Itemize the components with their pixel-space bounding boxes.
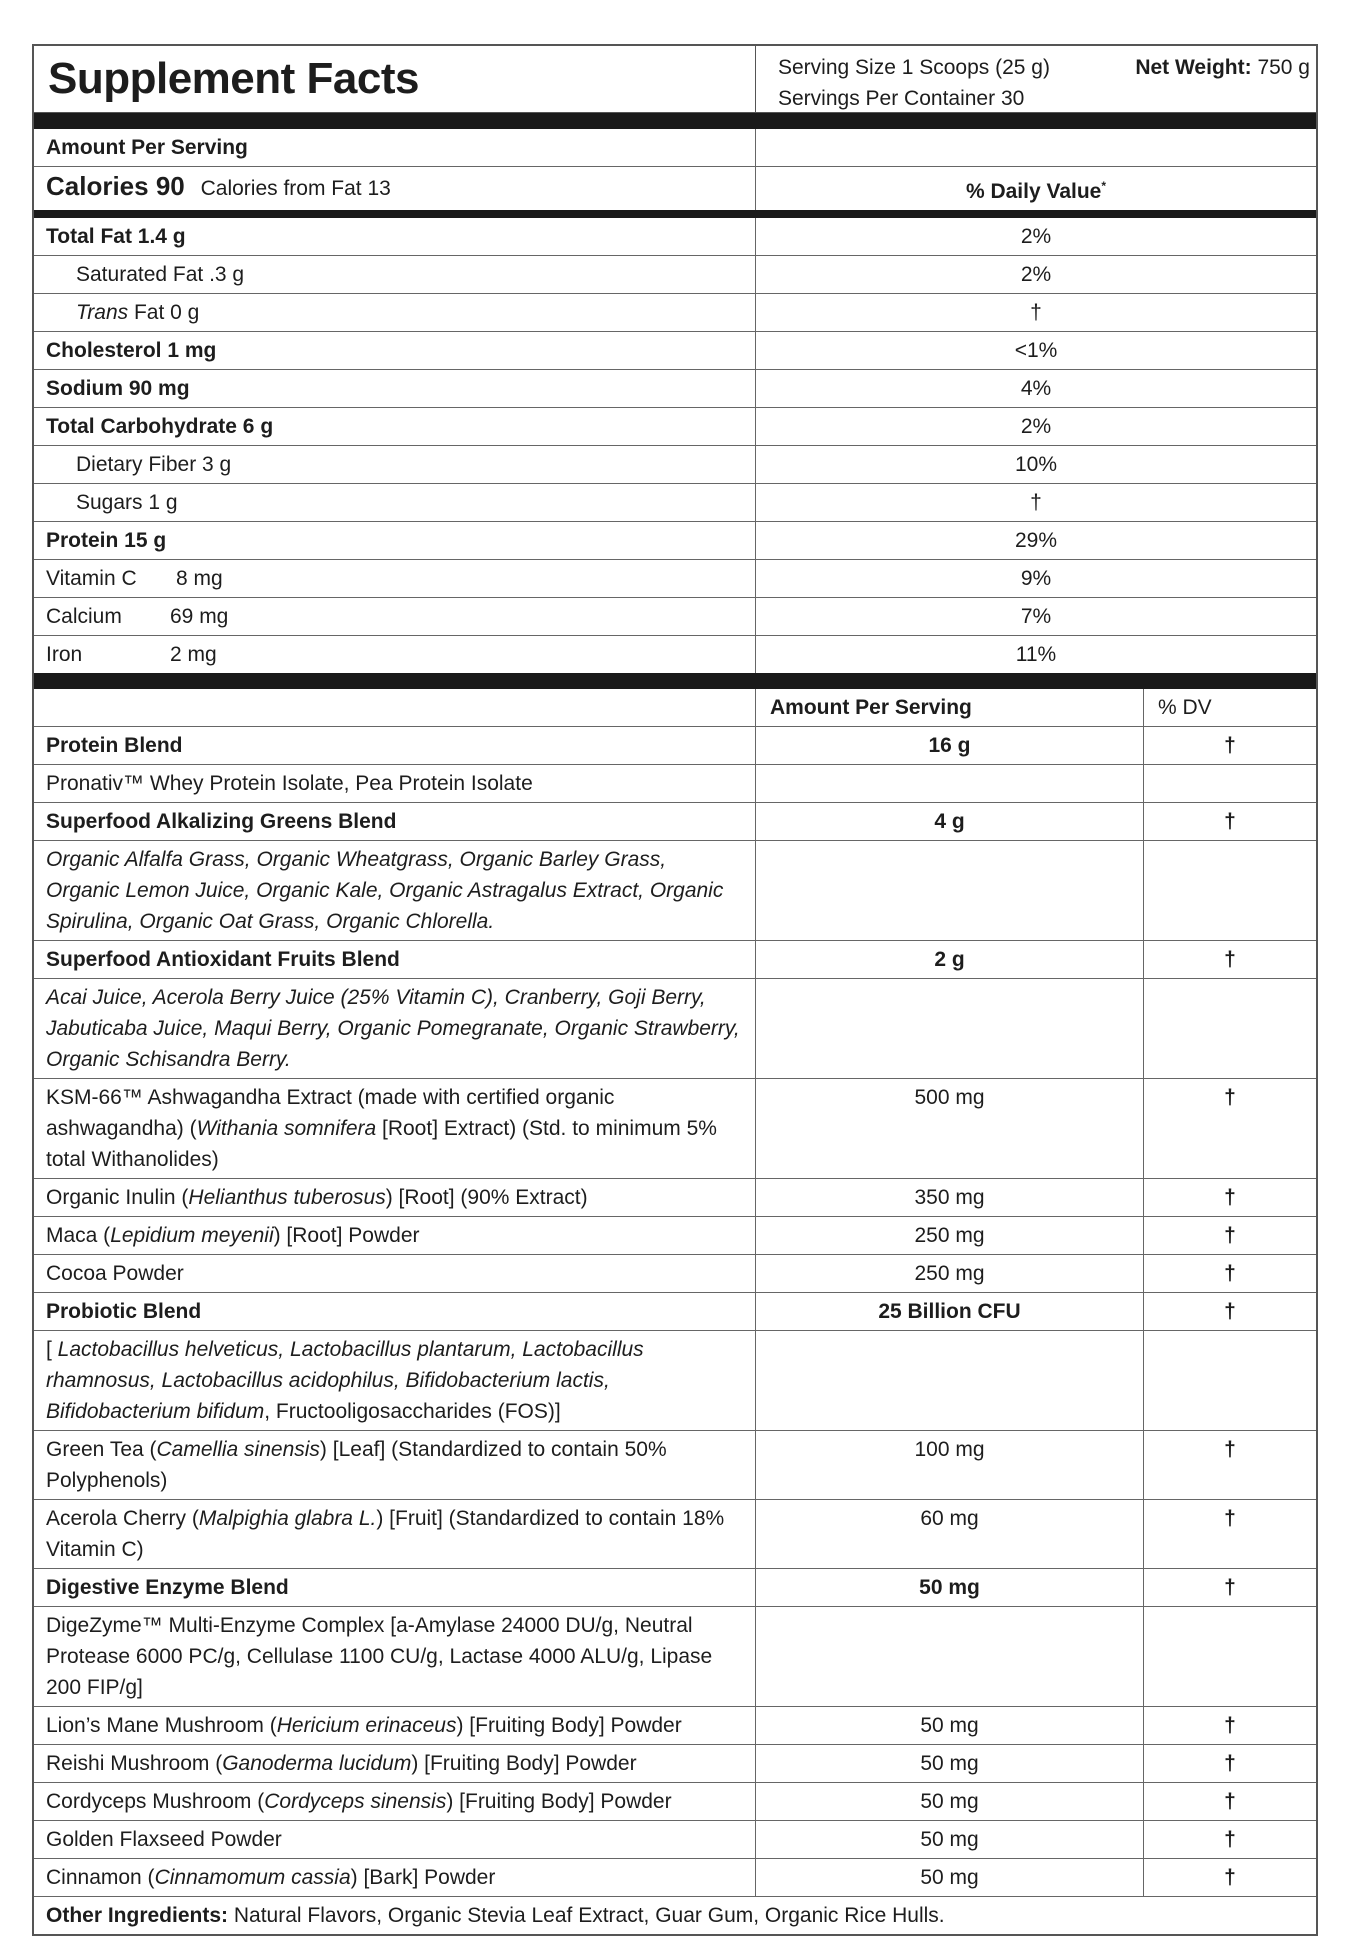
nutrient-name: Vitamin C — [46, 567, 137, 590]
ingredient-name — [34, 1179, 756, 1216]
ingredient-dv — [1144, 841, 1316, 940]
ingredient-amount: 250 mg — [756, 1217, 1144, 1254]
calories-label: Calories 90 — [46, 171, 185, 201]
ingredient-amount: 4 g — [756, 803, 1144, 840]
nutrient-dv: † — [1030, 301, 1042, 324]
botanical-name: Malpighia glabra L. — [198, 1507, 377, 1530]
nutrient-name: Sugars 1 g — [34, 484, 756, 521]
empty-cell — [756, 129, 1316, 166]
nutrient-row-trans-fat — [34, 294, 1316, 332]
ingredient-text: Superfood Antioxidant Fruits Blend — [46, 948, 400, 971]
ingredient-name — [34, 1500, 756, 1568]
ingredient-dv: † — [1224, 1576, 1236, 1599]
ingredient-row — [34, 1179, 1316, 1217]
ingredient-rows — [34, 727, 1316, 1896]
nutrient-row-sodium — [34, 370, 1316, 408]
ingredient-amount: 50 mg — [756, 1745, 1144, 1782]
ingredient-dv: † — [1224, 810, 1236, 833]
ingredient-amount: 50 mg — [756, 1707, 1144, 1744]
ingredient-amount: 50 mg — [756, 1859, 1144, 1896]
ingredient-amount: 50 mg — [756, 1569, 1144, 1606]
ingredient-row — [34, 1707, 1316, 1745]
ingredient-text: Cocoa Powder — [46, 1262, 184, 1285]
ingredient-amount: 250 mg — [756, 1255, 1144, 1292]
ingredient-dv: † — [1224, 734, 1236, 757]
botanical-name: Lactobacillus helveticus, Lactobacillus plantarum, Lactobacillus rhamnosus, Lactobacillus acidophilus, Bifidobacterium lactis, Bifidobacterium bifidum — [46, 1338, 644, 1423]
nutrient-name: Total Carbohydrate 6 g — [34, 408, 756, 445]
ingredient-text: ) [Leaf] (Standardized to contain 50% Polyphenols) — [46, 1438, 667, 1492]
ingredient-name — [34, 765, 756, 802]
ingredients-header-row — [34, 689, 1316, 727]
nutrient-row-total-carbohydrate — [34, 408, 1316, 446]
botanical-name: Hericium erinaceus — [276, 1714, 457, 1737]
asterisk-mark: * — [1101, 179, 1107, 193]
botanical-name: Camellia sinensis — [156, 1438, 320, 1461]
ingredient-text: [ — [46, 1338, 58, 1361]
ingredient-text: Probiotic Blend — [46, 1300, 202, 1323]
ingredient-text: , Fructooligosaccharides (FOS)] — [264, 1400, 561, 1423]
nutrient-name: Sodium 90 mg — [34, 370, 756, 407]
ingredient-text: Digestive Enzyme Blend — [46, 1576, 289, 1599]
ingredient-text: KSM-66™ Ashwagandha Extract (made with certified organic ashwagandha) ( — [46, 1086, 615, 1140]
label-title: Supplement Facts — [48, 54, 419, 103]
ingredient-text: ) [Fruit] (Standardized to contain 18% Vitamin C) — [46, 1507, 725, 1561]
servings-per-container: Servings Per Container 30 — [778, 87, 1025, 110]
ingredient-row — [34, 1500, 1316, 1569]
ingredient-row — [34, 1079, 1316, 1179]
nutrient-dv: 10% — [1014, 453, 1058, 476]
amount-per-serving-label: Amount Per Serving — [34, 129, 756, 166]
ingredient-amount — [756, 765, 1144, 802]
nutrient-dv: 2% — [1020, 225, 1052, 248]
ingredient-dv — [1144, 979, 1316, 1078]
ingredient-amount: 350 mg — [756, 1179, 1144, 1216]
ingredient-dv — [1144, 1607, 1316, 1706]
ingredient-name — [34, 1079, 756, 1178]
ingredient-text: Organic Alfalfa Grass, Organic Wheatgrass, Organic Barley Grass, Organic Lemon Juice, Organic Kale, Organic Astragalus Extract, Organic Spirulina, Organic Oat Grass, Organic Chlorella. — [46, 848, 724, 933]
nutrient-amount: 69 mg — [170, 605, 229, 628]
ingredient-amount — [756, 841, 1144, 940]
nutrient-row-iron — [34, 636, 1316, 673]
ingredient-row — [34, 1783, 1316, 1821]
ingredient-amount: 100 mg — [756, 1431, 1144, 1499]
ingredient-text: Cordyceps Mushroom ( — [46, 1790, 265, 1813]
ingredient-dv — [1144, 1331, 1316, 1430]
ingredient-text: [Root] Extract) (Std. to minimum 5% total Withanolides) — [46, 1117, 717, 1171]
ingredient-dv: † — [1224, 1714, 1236, 1737]
ingredient-text: ) [Root] Powder — [273, 1224, 420, 1247]
thick-divider — [34, 673, 1316, 689]
ingredient-dv: † — [1224, 1438, 1236, 1461]
ingredient-dv: † — [1224, 1507, 1236, 1530]
nutrient-dv: 9% — [1020, 567, 1052, 590]
ingredient-row — [34, 765, 1316, 803]
net-weight — [1135, 52, 1310, 83]
ingredient-row — [34, 1217, 1316, 1255]
dv-header: % DV — [1158, 696, 1212, 719]
amount-per-serving-row — [34, 129, 1316, 167]
ingredient-amount: 2 g — [756, 941, 1144, 978]
ingredient-text: Protein Blend — [46, 734, 183, 757]
ingredient-amount: 16 g — [756, 727, 1144, 764]
calories-row — [34, 167, 1316, 210]
thin-divider — [34, 210, 1316, 218]
trans-rest: Fat 0 g — [128, 301, 200, 324]
ingredient-row — [34, 727, 1316, 765]
ingredient-dv: † — [1224, 1866, 1236, 1889]
ingredient-text: Acerola Cherry ( — [46, 1507, 199, 1530]
ingredient-name — [34, 1821, 756, 1858]
nutrient-row-total-fat — [34, 218, 1316, 256]
nutrient-dv: 4% — [1020, 377, 1052, 400]
nutrient-dv: 2% — [1020, 263, 1052, 286]
ingredient-text: ) [Root] (90% Extract) — [385, 1186, 588, 1209]
ingredient-row — [34, 1607, 1316, 1707]
ingredient-text: Maca ( — [46, 1224, 111, 1247]
ingredient-amount: 50 mg — [756, 1783, 1144, 1820]
botanical-name: Ganoderma lucidum — [222, 1752, 412, 1775]
ingredient-text: Cinnamon ( — [46, 1866, 155, 1889]
ingredient-name — [34, 1707, 756, 1744]
nutrient-row-calcium — [34, 598, 1316, 636]
ingredient-row — [34, 1255, 1316, 1293]
ingredient-row — [34, 1821, 1316, 1859]
ingredient-dv: † — [1224, 1224, 1236, 1247]
ingredient-amount: 50 mg — [756, 1821, 1144, 1858]
ingredient-text: Organic Inulin ( — [46, 1186, 189, 1209]
serving-size: Serving Size 1 Scoops (25 g) — [778, 56, 1050, 79]
ingredient-text: DigeZyme™ Multi-Enzyme Complex [a-Amylase 24000 DU/g, Neutral Protease 6000 PC/g, Cellulase 1100 CU/g, Lactase 4000 ALU/g, Lipase 200 FIP/g] — [46, 1614, 713, 1699]
ingredient-text: Acai Juice, Acerola Berry Juice (25% Vitamin C), Cranberry, Goji Berry, Jabuticaba Juice, Maqui Berry, Organic Pomegranate, Organic Strawberry, Organic Schisandra Berry. — [46, 986, 740, 1071]
ingredient-name — [34, 841, 756, 940]
ingredient-dv: † — [1224, 1262, 1236, 1285]
ingredient-dv: † — [1224, 1790, 1236, 1813]
ingredient-row — [34, 1745, 1316, 1783]
ingredient-amount — [756, 1607, 1144, 1706]
calories-cell — [34, 167, 756, 210]
net-weight-value: 750 g — [1257, 56, 1310, 79]
serving-info — [756, 46, 1316, 112]
ingredient-text: ) [Bark] Powder — [350, 1866, 496, 1889]
ingredient-amount: 60 mg — [756, 1500, 1144, 1568]
nutrient-row-sugars — [34, 484, 1316, 522]
ingredient-amount: 500 mg — [756, 1079, 1144, 1178]
nutrient-name: Calcium — [46, 605, 122, 628]
nutrient-dv: 29% — [1014, 529, 1058, 552]
ingredient-dv: † — [1224, 1828, 1236, 1851]
ingredient-dv: † — [1224, 1300, 1236, 1323]
nutrient-row-saturated-fat — [34, 256, 1316, 294]
nutrient-name: Saturated Fat .3 g — [34, 256, 756, 293]
thick-divider — [34, 113, 1316, 129]
other-ingredients-label: Other Ingredients: — [46, 1904, 229, 1927]
botanical-name: Lepidium meyenii — [110, 1224, 274, 1247]
nutrient-row-vitamin-c — [34, 560, 1316, 598]
nutrient-name: Cholesterol 1 mg — [34, 332, 756, 369]
botanical-name: Helianthus tuberosus — [188, 1186, 386, 1209]
other-ingredients — [34, 1896, 1316, 1934]
nutrient-row-cholesterol — [34, 332, 1316, 370]
ingredient-dv — [1144, 765, 1316, 802]
ingredient-name — [34, 1569, 756, 1606]
ingredient-row — [34, 1569, 1316, 1607]
ingredient-amount — [756, 1331, 1144, 1430]
ingredient-row — [34, 803, 1316, 841]
nutrient-name: Protein 15 g — [34, 522, 756, 559]
ingredient-text: Pronativ™ Whey Protein Isolate, Pea Protein Isolate — [46, 772, 533, 795]
supplement-facts-label — [32, 44, 1318, 1936]
ingredient-text: Superfood Alkalizing Greens Blend — [46, 810, 397, 833]
ingredient-text: ) [Fruiting Body] Powder — [446, 1790, 672, 1813]
daily-value-header-text: % Daily Value — [965, 180, 1102, 203]
daily-value-header — [756, 167, 1316, 210]
nutrient-row-dietary-fiber — [34, 446, 1316, 484]
botanical-name: Cordyceps sinensis — [264, 1790, 447, 1813]
ingredient-row — [34, 979, 1316, 1079]
botanical-name: Withania somnifera — [196, 1117, 377, 1140]
nutrient-name-cell — [34, 636, 756, 673]
ingredient-text: Green Tea ( — [46, 1438, 157, 1461]
ingredient-name — [34, 1293, 756, 1330]
ingredient-text: Lion’s Mane Mushroom ( — [46, 1714, 277, 1737]
nutrient-amount: 2 mg — [170, 643, 217, 666]
ingredient-name — [34, 1217, 756, 1254]
calories-from-fat: Calories from Fat 13 — [200, 177, 391, 200]
ingredient-name — [34, 1431, 756, 1499]
ingredient-dv: † — [1224, 1752, 1236, 1775]
nutrition-rows — [34, 218, 1316, 673]
ingredient-amount: 25 Billion CFU — [756, 1293, 1144, 1330]
ingredient-row — [34, 1293, 1316, 1331]
ingredient-name — [34, 1607, 756, 1706]
ingredient-name — [34, 727, 756, 764]
ingredient-name — [34, 1255, 756, 1292]
other-ingredients-text: Natural Flavors, Organic Stevia Leaf Extract, Guar Gum, Organic Rice Hulls. — [233, 1904, 945, 1927]
ingredient-row — [34, 1431, 1316, 1500]
nutrient-name — [34, 294, 756, 331]
nutrient-dv: 11% — [1015, 643, 1057, 666]
ingredient-row — [34, 941, 1316, 979]
ingredient-amount — [756, 979, 1144, 1078]
ingredient-name — [34, 941, 756, 978]
nutrient-dv: <1% — [1014, 339, 1058, 362]
net-weight-label: Net Weight: — [1135, 56, 1252, 79]
nutrient-name: Iron — [46, 643, 83, 666]
nutrient-row-protein — [34, 522, 1316, 560]
nutrient-name: Total Fat 1.4 g — [34, 218, 756, 255]
amount-per-serving-header: Amount Per Serving — [756, 689, 1144, 726]
nutrient-amount: 8 mg — [176, 567, 223, 590]
title-cell — [34, 46, 756, 112]
ingredient-row — [34, 1859, 1316, 1896]
empty-cell — [34, 689, 756, 726]
ingredient-text: Reishi Mushroom ( — [46, 1752, 223, 1775]
nutrient-dv: † — [1030, 491, 1042, 514]
nutrient-name: Dietary Fiber 3 g — [34, 446, 756, 483]
label-header — [34, 46, 1316, 113]
nutrient-name-cell — [34, 598, 756, 635]
ingredient-name — [34, 979, 756, 1078]
ingredient-dv: † — [1224, 948, 1236, 971]
ingredient-text: Golden Flaxseed Powder — [46, 1828, 282, 1851]
ingredient-dv: † — [1224, 1186, 1236, 1209]
ingredient-name — [34, 1859, 756, 1896]
nutrient-dv: 7% — [1020, 605, 1052, 628]
ingredient-name — [34, 1783, 756, 1820]
ingredient-dv: † — [1224, 1086, 1236, 1109]
ingredient-text: ) [Fruiting Body] Powder — [411, 1752, 637, 1775]
nutrient-dv: 2% — [1020, 415, 1052, 438]
botanical-name: Cinnamomum cassia — [154, 1866, 351, 1889]
ingredient-row — [34, 1331, 1316, 1431]
ingredient-name — [34, 1745, 756, 1782]
ingredient-row — [34, 841, 1316, 941]
ingredient-text: ) [Fruiting Body] Powder — [456, 1714, 682, 1737]
nutrient-name-cell — [34, 560, 756, 597]
ingredient-name — [34, 1331, 756, 1430]
trans-italic: Trans — [76, 301, 129, 324]
ingredient-name — [34, 803, 756, 840]
